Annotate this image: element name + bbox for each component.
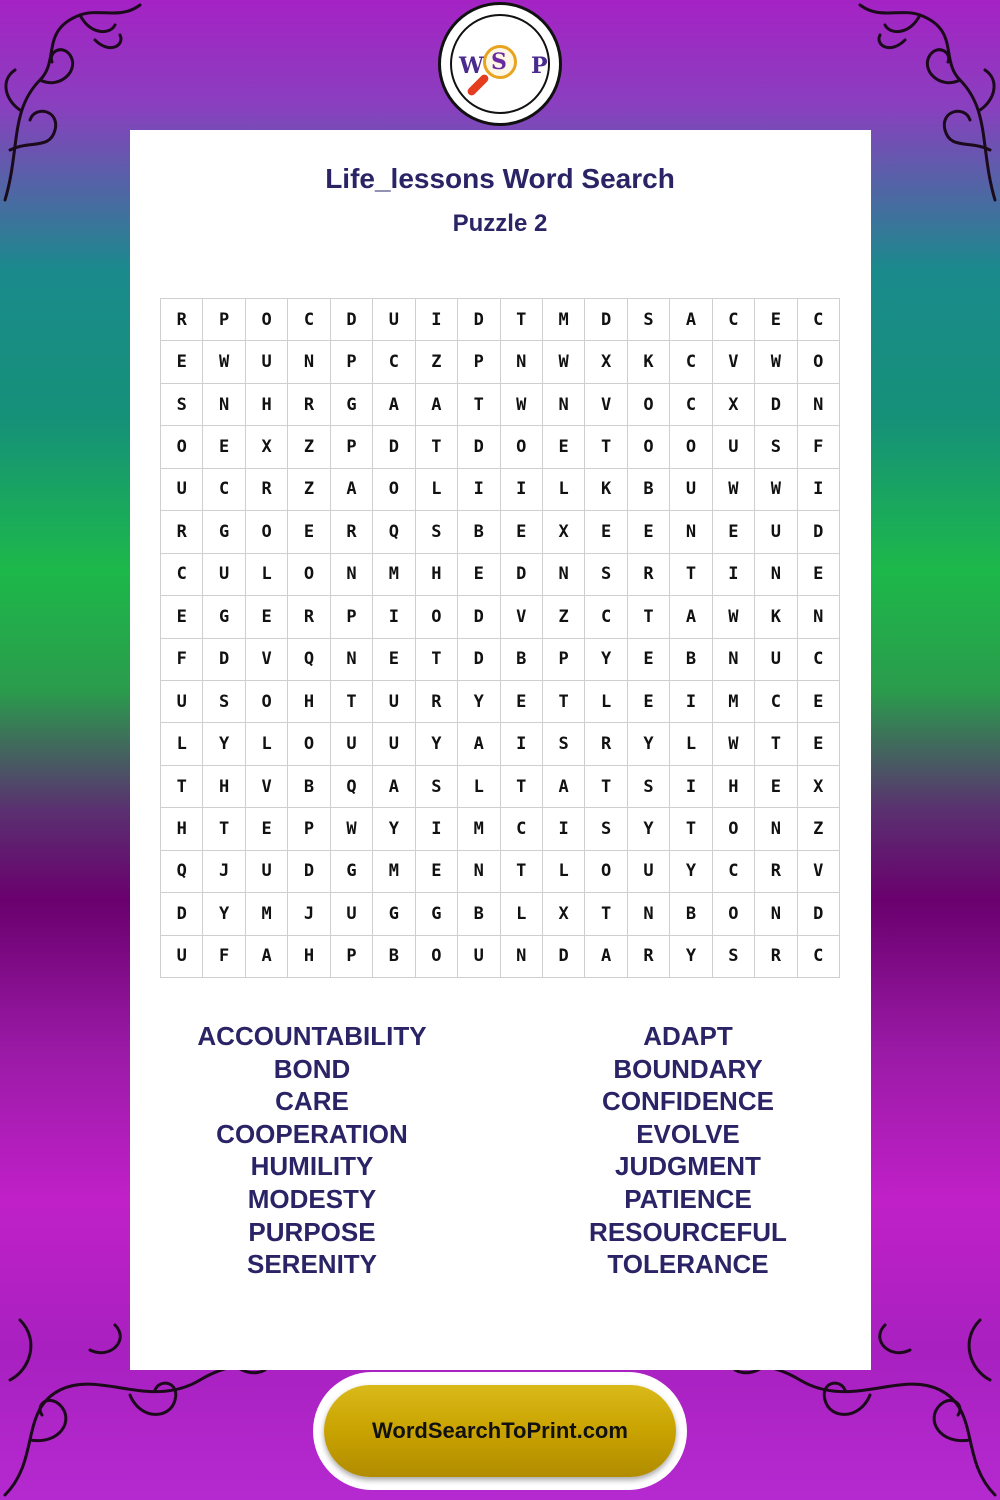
grid-cell[interactable]: T — [585, 426, 627, 468]
word-list-item: ADAPT — [643, 1021, 733, 1051]
grid-cell[interactable]: E — [373, 639, 415, 681]
grid-cell[interactable]: L — [246, 723, 288, 765]
grid-cell[interactable]: E — [161, 596, 203, 638]
grid-cell[interactable]: G — [416, 893, 458, 935]
grid-cell[interactable]: F — [798, 426, 840, 468]
grid-cell[interactable]: H — [288, 936, 330, 978]
grid-cell[interactable]: K — [585, 469, 627, 511]
grid-cell[interactable]: O — [288, 723, 330, 765]
word-list-item: PURPOSE — [248, 1216, 376, 1247]
grid-cell[interactable]: U — [755, 639, 797, 681]
grid-cell[interactable]: W — [713, 723, 755, 765]
grid-cell[interactable]: Z — [288, 469, 330, 511]
grid-cell[interactable]: N — [543, 384, 585, 426]
grid-cell[interactable]: O — [501, 426, 543, 468]
grid-cell[interactable]: U — [161, 469, 203, 511]
grid-cell[interactable]: B — [670, 893, 712, 935]
grid-cell[interactable]: N — [798, 596, 840, 638]
grid-cell[interactable]: Y — [670, 936, 712, 978]
grid-cell[interactable]: C — [161, 554, 203, 596]
grid-cell[interactable]: M — [246, 893, 288, 935]
grid-cell[interactable]: O — [798, 341, 840, 383]
grid-cell[interactable]: R — [755, 851, 797, 893]
grid-cell[interactable]: N — [543, 554, 585, 596]
grid-cell[interactable]: A — [373, 766, 415, 808]
word-list-item: TOLERANCE — [607, 1249, 769, 1280]
grid-cell[interactable]: O — [628, 426, 670, 468]
grid-cell[interactable]: N — [458, 851, 500, 893]
grid-cell[interactable]: I — [543, 808, 585, 850]
grid-cell[interactable]: O — [161, 426, 203, 468]
grid-cell[interactable]: G — [331, 851, 373, 893]
word-list-item: EVOLVE — [636, 1118, 740, 1149]
grid-cell[interactable]: O — [628, 384, 670, 426]
grid-cell[interactable]: C — [713, 299, 755, 341]
grid-cell[interactable]: T — [628, 596, 670, 638]
word-list-item: BOND — [273, 1053, 351, 1084]
grid-cell[interactable]: T — [416, 426, 458, 468]
grid-cell[interactable]: Y — [628, 808, 670, 850]
grid-cell[interactable]: D — [585, 299, 627, 341]
grid-cell[interactable]: H — [246, 384, 288, 426]
grid-cell[interactable]: T — [755, 723, 797, 765]
grid-cell[interactable]: Z — [798, 808, 840, 850]
grid-cell[interactable]: T — [585, 766, 627, 808]
grid-cell[interactable]: N — [713, 639, 755, 681]
grid-cell[interactable]: W — [755, 341, 797, 383]
grid-cell[interactable]: P — [543, 639, 585, 681]
grid-cell[interactable]: U — [331, 723, 373, 765]
grid-cell[interactable]: L — [501, 893, 543, 935]
word-list-right — [528, 1020, 848, 1281]
grid-cell[interactable]: O — [246, 299, 288, 341]
grid-cell[interactable]: K — [628, 341, 670, 383]
grid-cell[interactable]: U — [203, 554, 245, 596]
grid-cell[interactable]: O — [288, 554, 330, 596]
grid-cell[interactable]: C — [670, 341, 712, 383]
puzzle-title: Life_lessons Word Search — [325, 163, 675, 194]
grid-cell[interactable]: E — [288, 511, 330, 553]
grid-cell[interactable]: W — [331, 808, 373, 850]
grid-cell[interactable]: B — [628, 469, 670, 511]
grid-cell[interactable]: M — [713, 681, 755, 723]
grid-cell[interactable]: U — [458, 936, 500, 978]
grid-cell[interactable]: E — [501, 681, 543, 723]
grid-cell[interactable]: H — [416, 554, 458, 596]
grid-cell[interactable]: U — [246, 851, 288, 893]
grid-cell[interactable]: R — [161, 299, 203, 341]
grid-cell[interactable]: P — [331, 341, 373, 383]
grid-cell[interactable]: L — [161, 723, 203, 765]
grid-cell[interactable]: T — [458, 384, 500, 426]
grid-cell[interactable]: T — [203, 808, 245, 850]
grid-cell[interactable]: W — [203, 341, 245, 383]
grid-cell[interactable]: E — [161, 341, 203, 383]
grid-cell[interactable]: U — [713, 426, 755, 468]
grid-cell[interactable]: Z — [288, 426, 330, 468]
grid-cell[interactable]: I — [373, 596, 415, 638]
grid-cell[interactable]: G — [203, 596, 245, 638]
grid-cell[interactable]: N — [501, 341, 543, 383]
grid-cell[interactable]: H — [713, 766, 755, 808]
grid-cell[interactable]: E — [501, 511, 543, 553]
word-list-item: RESOURCEFUL — [589, 1216, 787, 1247]
grid-cell[interactable]: H — [288, 681, 330, 723]
grid-cell[interactable]: I — [458, 469, 500, 511]
grid-cell[interactable]: V — [246, 639, 288, 681]
grid-cell[interactable]: L — [543, 851, 585, 893]
grid-cell[interactable]: A — [416, 384, 458, 426]
grid-cell[interactable]: R — [288, 596, 330, 638]
grid-cell[interactable]: L — [585, 681, 627, 723]
grid-cell[interactable]: E — [246, 596, 288, 638]
grid-cell[interactable]: S — [713, 936, 755, 978]
grid-cell[interactable]: N — [755, 893, 797, 935]
grid-cell[interactable]: N — [203, 384, 245, 426]
grid-cell[interactable]: U — [331, 893, 373, 935]
grid-cell[interactable]: W — [713, 596, 755, 638]
grid-cell[interactable]: U — [373, 299, 415, 341]
grid-cell[interactable]: R — [585, 723, 627, 765]
logo-letter: P — [531, 53, 548, 79]
grid-cell[interactable]: B — [501, 639, 543, 681]
grid-cell[interactable]: A — [670, 596, 712, 638]
grid-cell[interactable]: U — [373, 681, 415, 723]
grid-cell[interactable]: N — [755, 808, 797, 850]
grid-cell[interactable]: N — [798, 384, 840, 426]
grid-cell[interactable]: J — [203, 851, 245, 893]
grid-cell[interactable]: R — [628, 936, 670, 978]
grid-cell[interactable]: C — [798, 936, 840, 978]
grid-cell[interactable]: S — [203, 681, 245, 723]
grid-cell[interactable]: D — [543, 936, 585, 978]
word-list-item: BOUNDARY — [613, 1053, 763, 1084]
grid-cell[interactable]: I — [798, 469, 840, 511]
grid-cell[interactable]: U — [755, 511, 797, 553]
grid-cell[interactable]: E — [798, 723, 840, 765]
grid-cell[interactable]: Y — [670, 851, 712, 893]
grid-cell[interactable]: C — [755, 681, 797, 723]
grid-cell[interactable]: E — [543, 426, 585, 468]
grid-cell[interactable]: Z — [416, 341, 458, 383]
word-list-item: CONFIDENCE — [602, 1086, 774, 1117]
grid-cell[interactable]: U — [628, 851, 670, 893]
grid-cell[interactable]: Q — [331, 766, 373, 808]
grid-cell[interactable]: Z — [543, 596, 585, 638]
grid-cell[interactable]: X — [798, 766, 840, 808]
grid-cell[interactable]: Y — [458, 681, 500, 723]
word-list-item: PATIENCE — [624, 1183, 752, 1214]
word-list-item: COOPERATION — [216, 1118, 408, 1149]
grid-cell[interactable]: L — [246, 554, 288, 596]
grid-cell[interactable]: O — [585, 851, 627, 893]
grid-cell[interactable]: D — [458, 299, 500, 341]
grid-cell[interactable]: P — [288, 808, 330, 850]
grid-cell[interactable]: D — [755, 384, 797, 426]
grid-cell[interactable]: I — [416, 808, 458, 850]
grid-cell[interactable]: T — [416, 639, 458, 681]
grid-cell[interactable]: N — [288, 341, 330, 383]
grid-cell[interactable]: P — [458, 341, 500, 383]
grid-cell[interactable]: A — [543, 766, 585, 808]
grid-cell[interactable]: U — [161, 936, 203, 978]
grid-cell[interactable]: Y — [203, 723, 245, 765]
grid-cell[interactable]: W — [501, 384, 543, 426]
grid-cell[interactable]: Y — [203, 893, 245, 935]
grid-cell[interactable]: E — [628, 511, 670, 553]
grid-cell[interactable]: I — [501, 723, 543, 765]
grid-cell[interactable]: E — [458, 554, 500, 596]
grid-cell[interactable]: T — [161, 766, 203, 808]
grid-cell[interactable]: E — [585, 511, 627, 553]
grid-cell[interactable]: P — [331, 426, 373, 468]
grid-cell[interactable]: L — [543, 469, 585, 511]
grid-cell[interactable]: E — [246, 808, 288, 850]
grid-cell[interactable]: G — [331, 384, 373, 426]
grid-cell[interactable]: R — [161, 511, 203, 553]
word-list-item: CARE — [275, 1086, 349, 1117]
grid-cell[interactable]: D — [458, 426, 500, 468]
grid-cell[interactable]: P — [203, 299, 245, 341]
word-list-item: MODESTY — [247, 1183, 377, 1214]
grid-cell[interactable]: T — [331, 681, 373, 723]
grid-cell[interactable]: C — [670, 384, 712, 426]
grid-cell[interactable]: A — [670, 299, 712, 341]
grid-cell[interactable]: W — [543, 341, 585, 383]
word-list-item: JUDGMENT — [615, 1151, 761, 1182]
grid-cell[interactable]: B — [670, 639, 712, 681]
grid-cell[interactable]: S — [628, 299, 670, 341]
grid-cell[interactable]: V — [798, 851, 840, 893]
logo-letter: W — [459, 53, 484, 79]
grid-cell[interactable]: C — [713, 851, 755, 893]
grid-cell[interactable]: S — [416, 511, 458, 553]
word-list-item: SERENITY — [246, 1249, 378, 1280]
grid-cell[interactable]: I — [670, 681, 712, 723]
grid-cell[interactable]: O — [246, 511, 288, 553]
grid-cell[interactable]: U — [373, 723, 415, 765]
grid-cell[interactable]: X — [713, 384, 755, 426]
grid-cell[interactable]: I — [416, 299, 458, 341]
grid-cell[interactable]: P — [331, 936, 373, 978]
grid-cell[interactable]: E — [755, 299, 797, 341]
site-link-button[interactable]: WordSearchToPrint.com — [324, 1385, 676, 1477]
grid-cell[interactable]: O — [246, 681, 288, 723]
grid-cell[interactable]: D — [798, 893, 840, 935]
grid-cell[interactable]: R — [416, 681, 458, 723]
grid-cell[interactable]: I — [713, 554, 755, 596]
grid-cell[interactable]: M — [458, 808, 500, 850]
grid-cell[interactable]: T — [501, 851, 543, 893]
grid-cell[interactable]: K — [755, 596, 797, 638]
word-list-item: ACCOUNTABILITY — [197, 1021, 427, 1051]
grid-cell[interactable]: S — [628, 766, 670, 808]
grid-cell[interactable]: V — [713, 341, 755, 383]
grid-cell[interactable]: D — [458, 639, 500, 681]
grid-cell[interactable]: D — [798, 511, 840, 553]
grid-cell[interactable]: N — [331, 639, 373, 681]
grid-cell[interactable]: D — [161, 893, 203, 935]
grid-cell[interactable]: E — [628, 639, 670, 681]
grid-cell[interactable]: X — [543, 511, 585, 553]
grid-cell[interactable]: M — [543, 299, 585, 341]
grid-cell[interactable]: Y — [585, 639, 627, 681]
logo-letter: S — [491, 49, 507, 75]
grid-cell[interactable]: E — [798, 554, 840, 596]
grid-cell[interactable]: M — [373, 554, 415, 596]
grid-cell[interactable]: B — [373, 936, 415, 978]
grid-cell[interactable]: T — [585, 893, 627, 935]
grid-cell[interactable]: D — [331, 299, 373, 341]
grid-cell[interactable]: R — [755, 936, 797, 978]
grid-cell[interactable]: Q — [373, 511, 415, 553]
grid-cell[interactable]: N — [331, 554, 373, 596]
grid-cell[interactable]: C — [501, 808, 543, 850]
grid-cell[interactable]: U — [246, 341, 288, 383]
grid-cell[interactable]: V — [585, 384, 627, 426]
grid-cell[interactable]: L — [416, 469, 458, 511]
letter-grid — [160, 298, 840, 978]
grid-cell[interactable]: X — [585, 341, 627, 383]
grid-cell[interactable]: N — [628, 893, 670, 935]
grid-cell[interactable]: L — [670, 723, 712, 765]
grid-cell[interactable]: S — [416, 766, 458, 808]
grid-cell[interactable]: D — [458, 596, 500, 638]
grid-cell[interactable]: E — [798, 681, 840, 723]
grid-cell[interactable]: O — [373, 469, 415, 511]
grid-cell[interactable]: A — [246, 936, 288, 978]
grid-cell[interactable]: P — [331, 596, 373, 638]
grid-cell[interactable]: V — [501, 596, 543, 638]
grid-cell[interactable]: T — [543, 681, 585, 723]
grid-cell[interactable]: Y — [416, 723, 458, 765]
grid-cell[interactable]: R — [246, 469, 288, 511]
grid-cell[interactable]: M — [373, 851, 415, 893]
grid-cell[interactable]: N — [670, 511, 712, 553]
grid-cell[interactable]: C — [585, 596, 627, 638]
grid-cell[interactable]: B — [458, 511, 500, 553]
grid-cell[interactable]: C — [373, 341, 415, 383]
grid-cell[interactable]: E — [713, 511, 755, 553]
grid-cell[interactable]: B — [288, 766, 330, 808]
grid-cell[interactable]: Y — [373, 808, 415, 850]
grid-cell[interactable]: C — [798, 639, 840, 681]
grid-cell[interactable]: X — [246, 426, 288, 468]
grid-cell[interactable]: Q — [288, 639, 330, 681]
grid-cell[interactable]: B — [458, 893, 500, 935]
grid-cell[interactable]: G — [203, 511, 245, 553]
grid-cell[interactable]: C — [288, 299, 330, 341]
grid-cell[interactable]: C — [798, 299, 840, 341]
grid-cell[interactable]: D — [203, 639, 245, 681]
grid-cell[interactable]: H — [203, 766, 245, 808]
grid-cell[interactable]: X — [543, 893, 585, 935]
grid-cell[interactable]: G — [373, 893, 415, 935]
grid-cell[interactable]: E — [755, 766, 797, 808]
grid-cell[interactable]: T — [670, 808, 712, 850]
grid-cell[interactable]: R — [628, 554, 670, 596]
grid-cell[interactable]: N — [501, 936, 543, 978]
grid-cell[interactable]: E — [416, 851, 458, 893]
grid-cell[interactable]: N — [755, 554, 797, 596]
grid-cell[interactable]: O — [713, 808, 755, 850]
grid-cell[interactable]: U — [161, 681, 203, 723]
grid-cell[interactable]: A — [331, 469, 373, 511]
grid-cell[interactable]: L — [458, 766, 500, 808]
grid-cell[interactable]: F — [161, 639, 203, 681]
grid-cell[interactable]: C — [203, 469, 245, 511]
word-list-item: HUMILITY — [250, 1151, 374, 1182]
grid-cell[interactable]: T — [670, 554, 712, 596]
grid-cell[interactable]: S — [585, 808, 627, 850]
grid-cell[interactable]: A — [373, 384, 415, 426]
grid-cell[interactable]: I — [501, 469, 543, 511]
grid-cell[interactable]: U — [670, 469, 712, 511]
grid-cell[interactable]: E — [203, 426, 245, 468]
grid-cell[interactable]: Y — [628, 723, 670, 765]
grid-cell[interactable]: A — [458, 723, 500, 765]
grid-cell[interactable]: W — [755, 469, 797, 511]
grid-cell[interactable]: T — [501, 299, 543, 341]
wsp-logo[interactable] — [438, 2, 562, 126]
puzzle-subtitle: Puzzle 2 — [452, 210, 548, 237]
grid-cell[interactable]: R — [288, 384, 330, 426]
grid-cell[interactable]: I — [670, 766, 712, 808]
grid-cell[interactable]: V — [246, 766, 288, 808]
grid-cell[interactable]: J — [288, 893, 330, 935]
grid-cell[interactable]: O — [670, 426, 712, 468]
grid-cell[interactable]: F — [203, 936, 245, 978]
grid-cell[interactable]: R — [331, 511, 373, 553]
word-list-left — [152, 1020, 472, 1281]
grid-cell[interactable]: O — [713, 893, 755, 935]
grid-cell[interactable]: S — [161, 384, 203, 426]
grid-cell[interactable]: W — [713, 469, 755, 511]
grid-cell[interactable]: O — [416, 936, 458, 978]
grid-cell[interactable]: E — [628, 681, 670, 723]
grid-cell[interactable]: O — [416, 596, 458, 638]
grid-cell[interactable]: S — [585, 554, 627, 596]
grid-cell[interactable]: T — [501, 766, 543, 808]
grid-cell[interactable]: S — [543, 723, 585, 765]
grid-cell[interactable]: H — [161, 808, 203, 850]
grid-cell[interactable]: A — [585, 936, 627, 978]
grid-cell[interactable]: Q — [161, 851, 203, 893]
grid-cell[interactable]: D — [373, 426, 415, 468]
grid-cell[interactable]: D — [501, 554, 543, 596]
grid-cell[interactable]: S — [755, 426, 797, 468]
grid-cell[interactable]: D — [288, 851, 330, 893]
